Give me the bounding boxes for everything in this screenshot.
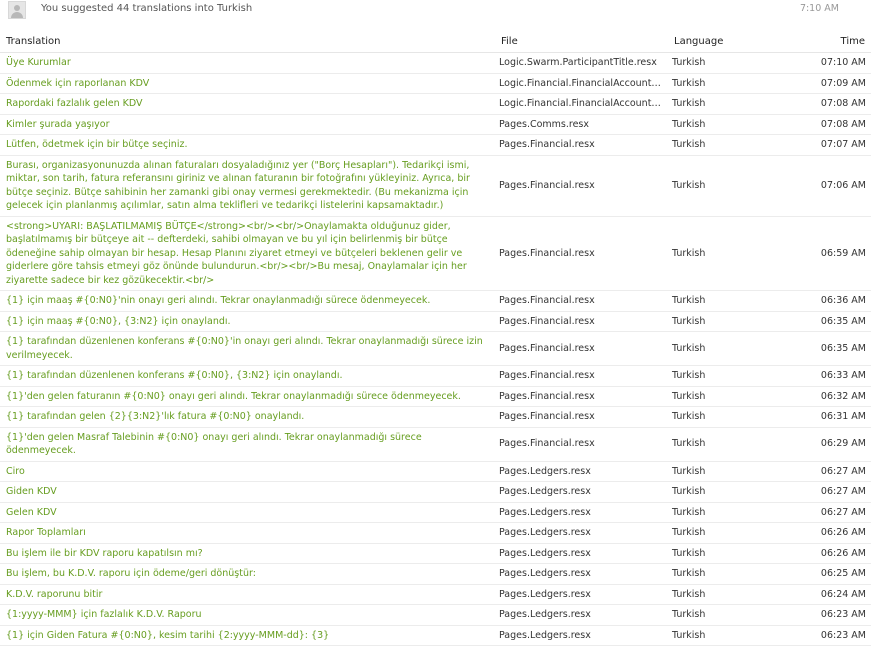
translation-cell: Rapor Toplamları xyxy=(0,523,495,544)
file-cell: Pages.Ledgers.resx xyxy=(495,564,668,585)
translation-cell: Gelen KDV xyxy=(0,502,495,523)
translation-cell: Burası, organizasyonunuzda alınan faturaları dosyaladığınız yer ("Borç Hesapları"). Tedarikçi ismi, miktar, son tarih, fatura referansını giriniz ve alınan faturanın bir fotoğrafını yükleyiniz. Ayrıca, bir bütçe seçiniz. Bütçe sahibinin her zamanki gibi onay vermesi gerekmektedir. (Bu mekanizma için gelecek için planlanmış açılımlar, satın alma teklifleri ve tedarikçi listelerini kapsamaktadır.) xyxy=(0,155,495,216)
file-cell: Pages.Financial.resx xyxy=(495,386,668,407)
table-row xyxy=(0,291,871,312)
translation-cell: Bu işlem, bu K.D.V. raporu için ödeme/geri dönüştür: xyxy=(0,564,495,585)
table-row xyxy=(0,427,871,461)
table-row xyxy=(0,332,871,366)
file-cell: Pages.Financial.resx xyxy=(495,216,668,291)
translation-cell: <strong>UYARI: BAŞLATILMAMIŞ BÜTÇE</strong><br/><br/>Onaylamakta olduğunuz gider, başlatılmamış bir bütçeye ait -- defterdeki, sahibi olmayan ve bu yıl için belirlenmiş bir bütçe ödeneğine sahip olmayan bir hesap. Hesap Planını ziyaret etmeyi ve bütçeleri beklenen gelir ve giderlere göre tahsis etmeyi göz önünde bulundurun.<br/><br/>Bu mesaj, Onaylamalar için her ziyarette sadece bir kez gözükecektir.<br/> xyxy=(0,216,495,291)
translation-cell: {1}'den gelen Masraf Talebinin #{0:N0} onayı geri alındı. Tekrar onaylanmadığı sürece ödenmeyecek. xyxy=(0,427,495,461)
file-cell: Pages.Financial.resx xyxy=(495,332,668,366)
translation-cell: Giden KDV xyxy=(0,482,495,503)
translation-cell: Ödenmek için raporlanan KDV xyxy=(0,73,495,94)
table-row xyxy=(0,366,871,387)
file-cell: Pages.Financial.resx xyxy=(495,291,668,312)
time-cell: 07:06 AM xyxy=(788,155,871,216)
time-cell: 07:09 AM xyxy=(788,73,871,94)
time-cell: 06:23 AM xyxy=(788,625,871,646)
file-cell: Pages.Financial.resx xyxy=(495,155,668,216)
file-cell: Pages.Ledgers.resx xyxy=(495,605,668,626)
language-cell: Turkish xyxy=(668,366,788,387)
table-row xyxy=(0,311,871,332)
translation-cell: {1} tarafından düzenlenen konferans #{0:N0}, {3:N2} için onaylandı. xyxy=(0,366,495,387)
language-cell: Turkish xyxy=(668,73,788,94)
file-cell: Logic.Financial.FinancialAccount… xyxy=(495,73,668,94)
translation-cell: Ciro xyxy=(0,461,495,482)
file-cell: Pages.Ledgers.resx xyxy=(495,625,668,646)
file-cell: Pages.Ledgers.resx xyxy=(495,461,668,482)
file-cell: Pages.Financial.resx xyxy=(495,311,668,332)
table-row xyxy=(0,155,871,216)
suggestion-notice xyxy=(0,0,871,22)
language-cell: Turkish xyxy=(668,332,788,366)
user-silhouette-icon xyxy=(14,5,20,11)
translation-cell: {1} için Giden Fatura #{0:N0}, kesim tarihi {2:yyyy-MMM-dd}: {3} xyxy=(0,625,495,646)
table-row xyxy=(0,114,871,135)
translation-cell: {1} için maaş #{0:N0}'nin onayı geri alındı. Tekrar onaylanmadığı sürece ödenmeyecek. xyxy=(0,291,495,312)
time-cell: 06:35 AM xyxy=(788,311,871,332)
time-cell: 06:32 AM xyxy=(788,386,871,407)
user-silhouette-body xyxy=(11,12,23,19)
table-row xyxy=(0,625,871,646)
translation-cell: {1:yyyy-MMM} için fazlalık K.D.V. Raporu xyxy=(0,605,495,626)
table-row xyxy=(0,502,871,523)
file-cell: Pages.Financial.resx xyxy=(495,427,668,461)
table-row xyxy=(0,386,871,407)
time-cell: 06:27 AM xyxy=(788,482,871,503)
translation-cell: {1} için maaş #{0:N0}, {3:N2} için onaylandı. xyxy=(0,311,495,332)
table-row xyxy=(0,482,871,503)
time-cell: 06:27 AM xyxy=(788,502,871,523)
table-header-row xyxy=(0,31,871,53)
language-cell: Turkish xyxy=(668,584,788,605)
language-cell: Turkish xyxy=(668,114,788,135)
table-row xyxy=(0,543,871,564)
file-cell: Pages.Ledgers.resx xyxy=(495,502,668,523)
language-cell: Turkish xyxy=(668,155,788,216)
language-cell: Turkish xyxy=(668,311,788,332)
file-cell: Pages.Ledgers.resx xyxy=(495,523,668,544)
table-row xyxy=(0,564,871,585)
table-row xyxy=(0,135,871,156)
file-cell: Logic.Swarm.ParticipantTitle.resx xyxy=(495,53,668,74)
column-header-file: File xyxy=(495,31,668,53)
time-cell: 06:29 AM xyxy=(788,427,871,461)
time-cell: 06:26 AM xyxy=(788,523,871,544)
time-cell: 06:33 AM xyxy=(788,366,871,387)
file-cell: Pages.Comms.resx xyxy=(495,114,668,135)
language-cell: Turkish xyxy=(668,482,788,503)
language-cell: Turkish xyxy=(668,407,788,428)
table-row xyxy=(0,94,871,115)
file-cell: Pages.Ledgers.resx xyxy=(495,482,668,503)
table-row xyxy=(0,53,871,74)
language-cell: Turkish xyxy=(668,605,788,626)
translation-cell: {1}'den gelen faturanın #{0:N0} onayı geri alındı. Tekrar onaylanmadığı sürece ödenmeyecek. xyxy=(0,386,495,407)
file-cell: Pages.Ledgers.resx xyxy=(495,584,668,605)
time-cell: 06:59 AM xyxy=(788,216,871,291)
table-row xyxy=(0,584,871,605)
translation-cell: Bu işlem ile bir KDV raporu kapatılsın mı? xyxy=(0,543,495,564)
time-cell: 07:10 AM xyxy=(788,53,871,74)
table-row xyxy=(0,523,871,544)
column-header-time: Time xyxy=(788,31,871,53)
language-cell: Turkish xyxy=(668,291,788,312)
notice-message: You suggested 44 translations into Turkish xyxy=(41,3,253,14)
language-cell: Turkish xyxy=(668,386,788,407)
file-cell: Logic.Financial.FinancialAccount… xyxy=(495,94,668,115)
time-cell: 07:08 AM xyxy=(788,94,871,115)
avatar xyxy=(8,1,26,19)
translation-cell: Rapordaki fazlalık gelen KDV xyxy=(0,94,495,115)
file-cell: Pages.Ledgers.resx xyxy=(495,543,668,564)
language-cell: Turkish xyxy=(668,543,788,564)
file-cell: Pages.Financial.resx xyxy=(495,366,668,387)
language-cell: Turkish xyxy=(668,94,788,115)
translations-table-container xyxy=(0,31,871,646)
table-row xyxy=(0,216,871,291)
table-body xyxy=(0,53,871,646)
language-cell: Turkish xyxy=(668,427,788,461)
notice-time: 7:10 AM xyxy=(799,3,839,14)
translation-cell: Lütfen, ödetmek için bir bütçe seçiniz. xyxy=(0,135,495,156)
time-cell: 06:27 AM xyxy=(788,461,871,482)
time-cell: 06:36 AM xyxy=(788,291,871,312)
file-cell: Pages.Financial.resx xyxy=(495,407,668,428)
translations-table xyxy=(0,31,871,646)
column-header-language: Language xyxy=(668,31,788,53)
language-cell: Turkish xyxy=(668,461,788,482)
language-cell: Turkish xyxy=(668,135,788,156)
column-header-translation: Translation xyxy=(0,31,495,53)
table-row xyxy=(0,461,871,482)
translation-cell: {1} tarafından düzenlenen konferans #{0:N0}'in onayı geri alındı. Tekrar onaylanmadığı sürece izin verilmeyecek. xyxy=(0,332,495,366)
language-cell: Turkish xyxy=(668,53,788,74)
time-cell: 06:23 AM xyxy=(788,605,871,626)
translation-cell: Kimler şurada yaşıyor xyxy=(0,114,495,135)
language-cell: Turkish xyxy=(668,523,788,544)
table-row xyxy=(0,605,871,626)
language-cell: Turkish xyxy=(668,564,788,585)
language-cell: Turkish xyxy=(668,625,788,646)
language-cell: Turkish xyxy=(668,216,788,291)
file-cell: Pages.Financial.resx xyxy=(495,135,668,156)
time-cell: 06:31 AM xyxy=(788,407,871,428)
time-cell: 06:35 AM xyxy=(788,332,871,366)
translation-cell: Üye Kurumlar xyxy=(0,53,495,74)
translation-cell: {1} tarafından gelen {2}{3:N2}'lık fatura #{0:N0} onaylandı. xyxy=(0,407,495,428)
time-cell: 06:25 AM xyxy=(788,564,871,585)
table-row xyxy=(0,73,871,94)
time-cell: 07:07 AM xyxy=(788,135,871,156)
time-cell: 06:26 AM xyxy=(788,543,871,564)
translation-cell: K.D.V. raporunu bitir xyxy=(0,584,495,605)
time-cell: 07:08 AM xyxy=(788,114,871,135)
time-cell: 06:24 AM xyxy=(788,584,871,605)
table-row xyxy=(0,407,871,428)
language-cell: Turkish xyxy=(668,502,788,523)
